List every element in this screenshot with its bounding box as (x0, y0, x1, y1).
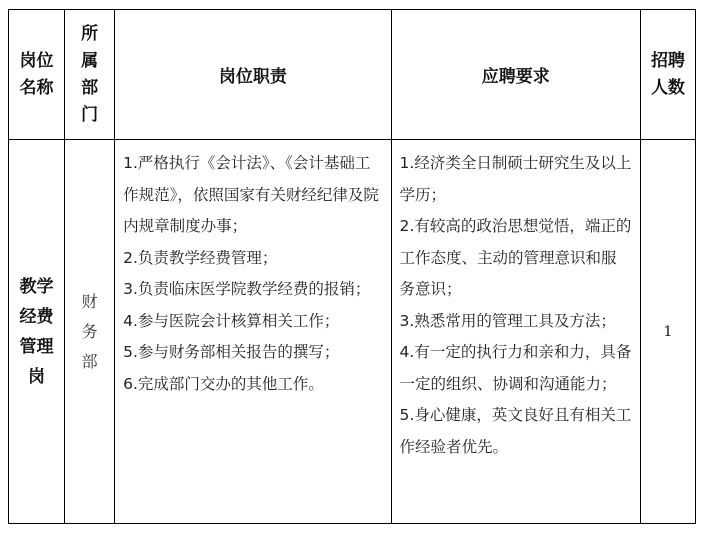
cell-duties (115, 140, 391, 524)
list-item: 5.身心健康，英文良好且有相关工作经验者优先。 (399, 406, 632, 456)
header-duties: 岗位职责 (115, 10, 391, 140)
list-item: 5.参与财务部相关报告的撰写； (123, 343, 340, 361)
list-item: 1.严格执行《会计法》、《会计基础工作规范》，依照国家有关财经纪律及院内规章制度办事； (123, 154, 379, 235)
list-item: 2.负责教学经费管理； (123, 248, 278, 267)
cell-department (65, 140, 115, 524)
header-department (65, 10, 115, 140)
position-name-text: 教学经费管理岗 (19, 276, 54, 387)
header-headcount (640, 10, 695, 140)
department-text: 财务部 (81, 291, 98, 371)
header-position-name (9, 10, 65, 140)
list-item: 6.完成部门交办的其他工作。 (123, 374, 324, 393)
recruitment-table (8, 9, 696, 524)
list-item: 3.熟悉常用的管理工具及方法； (399, 311, 616, 330)
requirements-list (400, 148, 632, 463)
list-item: 2.有较高的政治思想觉悟，端正的工作态度、主动的管理意识和服务意识； (399, 217, 632, 298)
header-position-name-text: 岗位名称 (19, 50, 54, 98)
cell-position-name (9, 140, 65, 524)
cell-requirements (391, 140, 640, 524)
header-headcount-text: 招聘人数 (650, 50, 685, 98)
cell-headcount: 1 (640, 140, 695, 524)
header-department-text: 所属部门 (81, 23, 99, 125)
header-requirements: 应聘要求 (391, 10, 640, 140)
duties-list (123, 148, 382, 400)
list-item: 1.经济类全日制硕士研究生及以上学历； (399, 154, 632, 204)
list-item: 4.参与医院会计核算相关工作； (123, 311, 340, 330)
list-item: 3.负责临床医学院教学经费的报销； (123, 280, 371, 298)
table-header-row (9, 10, 696, 140)
list-item: 4.有一定的执行力和亲和力，具备一定的组织、协调和沟通能力； (399, 343, 632, 393)
table-row (9, 140, 696, 524)
